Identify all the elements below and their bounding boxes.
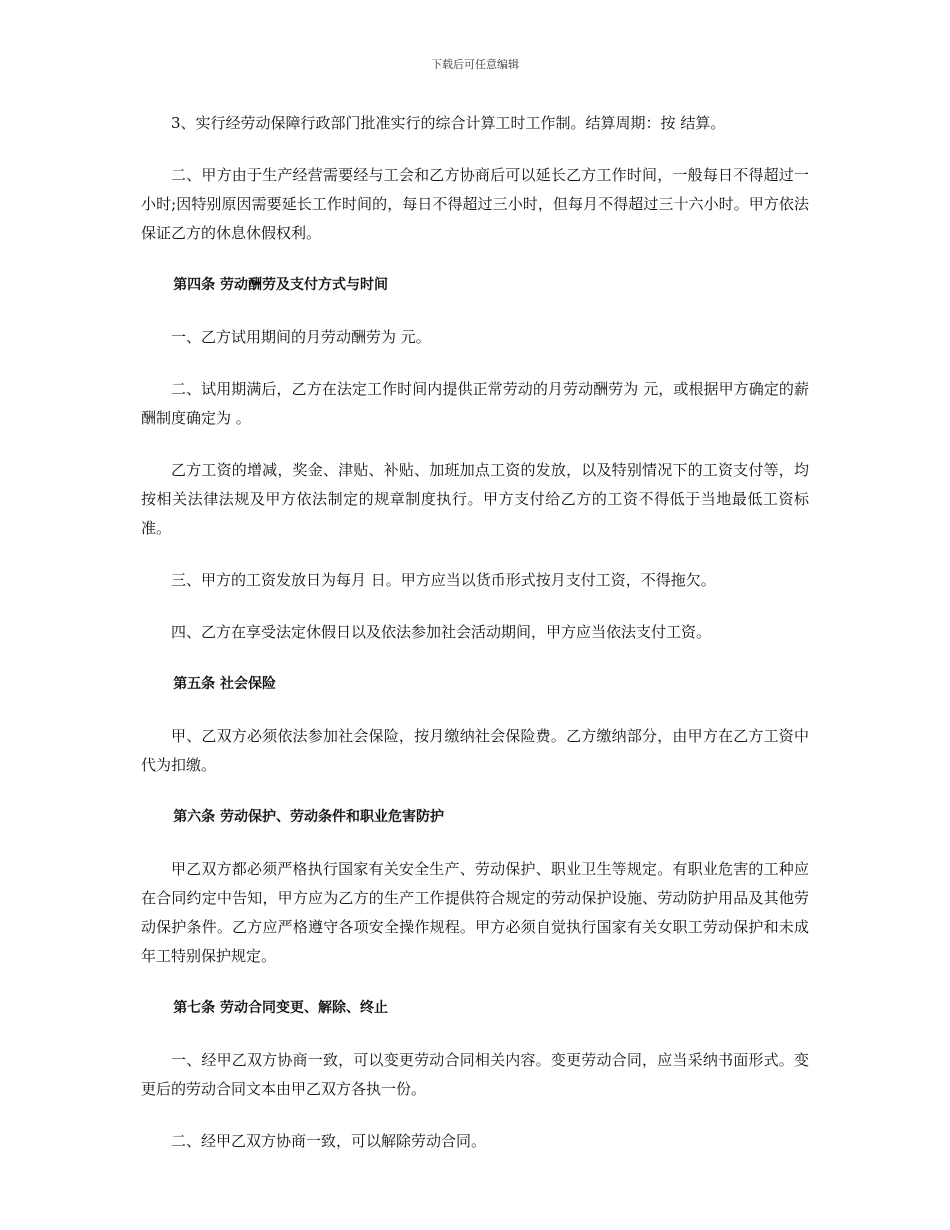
paragraph-contract-termination: 二、经甲乙双方协商一致，可以解除劳动合同。 bbox=[171, 1132, 487, 1150]
article-6-heading: 第六条 劳动保护、劳动条件和职业危害防护 bbox=[173, 809, 445, 825]
article-4-heading: 第四条 劳动酬劳及支付方式与时间 bbox=[173, 277, 389, 293]
paragraph-wage-adjustments: 乙方工资的增减，奖金、津贴、补贴、加班加点工资的发放，以及特别情况下的工资支付等，均按相关法律法规及甲方依法制定的规章制度执行。甲方支付给乙方的工资不得低于当地最低工资标准。 bbox=[141, 461, 809, 537]
paragraph-working-hours-item-3: 3、实行经劳动保障行政部门批准实行的综合计算工时工作制。结算周期：按 结算。 bbox=[171, 114, 726, 132]
article-7-heading: 第七条 劳动合同变更、解除、终止 bbox=[173, 1000, 389, 1016]
paragraph-probation-pay: 一、乙方试用期间的月劳动酬劳为 元。 bbox=[171, 328, 431, 346]
header-note: 下载后可任意编辑 bbox=[431, 58, 519, 71]
paragraph-labor-protection: 甲乙双方都必须严格执行国家有关安全生产、劳动保护、职业卫生等规定。有职业危害的工种应在合同约定中告知，甲方应为乙方的生产工作提供符合规定的劳动保护设施、劳动防护用品及其他劳动保护条件。乙方应严格遵守各项安全操作规程。甲方必须自觉执行国家有关女职工劳动保护和未成年工特别保护规定。 bbox=[141, 860, 809, 965]
paragraph-contract-change: 一、经甲乙双方协商一致，可以变更劳动合同相关内容。变更劳动合同，应当采纳书面形式。变更后的劳动合同文本由甲乙双方各执一份。 bbox=[141, 1051, 809, 1098]
paragraph-holiday-pay: 四、乙方在享受法定休假日以及依法参加社会活动期间，甲方应当依法支付工资。 bbox=[171, 623, 712, 641]
paragraph-regular-pay: 二、试用期满后，乙方在法定工作时间内提供正常劳动的月劳动酬劳为 元，或根据甲方确定的薪酬制度确定为 。 bbox=[141, 380, 809, 427]
paragraph-payday: 三、甲方的工资发放日为每月 日。甲方应当以货币形式按月支付工资，不得拖欠。 bbox=[171, 571, 716, 589]
document-body bbox=[141, 109, 809, 1179]
article-5-heading: 第五条 社会保险 bbox=[173, 676, 277, 692]
paragraph-social-insurance: 甲、乙双方必须依法参加社会保险，按月缴纳社会保险费。乙方缴纳部分，由甲方在乙方工资中代为扣缴。 bbox=[141, 727, 809, 774]
paragraph-overtime: 二、甲方由于生产经营需要经与工会和乙方协商后可以延长乙方工作时间，一般每日不得超过一小时;因特别原因需要延长工作时间的，每日不得超过三小时，但每月不得超过三十六小时。甲方依法保证乙方的休息休假权利。 bbox=[141, 166, 809, 242]
